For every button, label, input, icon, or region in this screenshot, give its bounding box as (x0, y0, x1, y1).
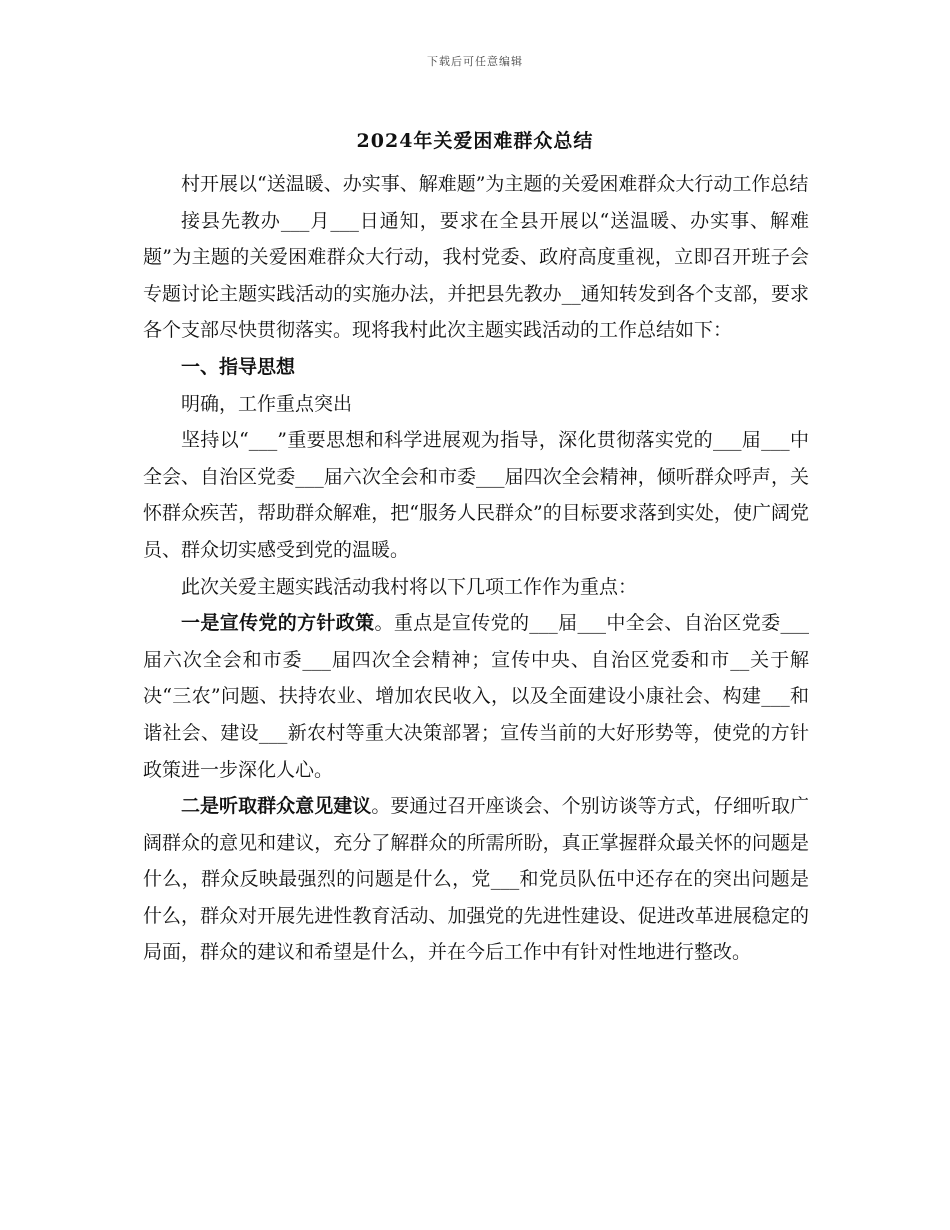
paragraph-key-work-intro: 此次关爱主题实践活动我村将以下几项工作作为重点： (181, 575, 638, 598)
section-heading-guiding-thought: 一、指导思想 (181, 355, 296, 378)
point-two-lead: 二是听取群众意见建议 (181, 795, 372, 818)
point-one-text: 。重点是宣传党的___届___中全会、自治区党委___届六次全会和市委___届四次全会精神；宣传中央、自治区党委和市__关于解决“三农”问题、扶持农业、增加农民收入，以及全面建设小康社会、构建___和谐社会、建设___新农村等重大决策部署；宣传当前的大好形势等，使党的方针政策进一步深化人心。 (143, 612, 809, 781)
paragraph-principle: 坚持以“___”重要思想和科学进展观为指导，深化贯彻落实党的___届___中全会、自治区党委___届六次全会和市委___届四次全会精神，倾听群众呼声，关怀群众疾苦，帮助群众解难，把“服务人民群众”的目标要求落到实处，使广阔党员、群众切实感受到党的温暖。 (143, 429, 809, 561)
paragraph-point-two (143, 788, 809, 971)
paragraph-notice: 接县先教办___月___日通知，要求在全县开展以“送温暖、办实事、解难题”为主题的关爱困难群众大行动，我村党委、政府高度重视，立即召开班子会专题讨论主题实践活动的实施办法，并把县先教办__通知转发到各个支部，要求各个支部尽快贯彻落实。现将我村此次主题实践活动的工作总结如下： (143, 209, 809, 342)
point-one-lead: 一是宣传党的方针政策 (181, 612, 375, 635)
paragraph-focus: 明确，工作重点突出 (181, 392, 353, 415)
document-title: 2024年关爱困难群众总结 (356, 130, 594, 152)
document-body (143, 166, 809, 971)
point-two-text: 。要通过召开座谈会、个别访谈等方式，仔细听取广阔群众的意见和建议，充分了解群众的所需所盼，真正掌握群众最关怀的问题是什么，群众反映最强烈的问题是什么，党___和党员队伍中还存在的突出问题是什么，群众对开展先进性教育活动、加强党的先进性建设、促进改革进展稳定的局面，群众的建议和希望是什么，并在今后工作中有针对性地进行整改。 (143, 795, 809, 964)
page-header-note: 下载后可任意编辑 (427, 55, 523, 68)
paragraph-intro: 村开展以“送温暖、办实事、解难题”为主题的关爱困难群众大行动工作总结 (181, 173, 809, 195)
paragraph-point-one (143, 605, 809, 788)
